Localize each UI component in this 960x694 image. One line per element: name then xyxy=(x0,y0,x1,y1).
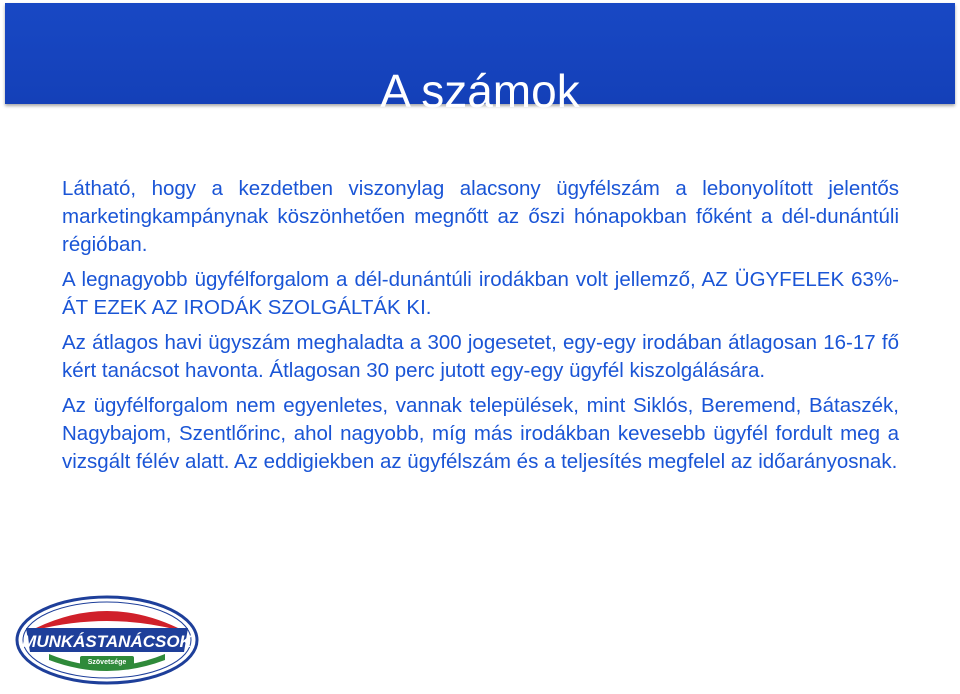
logo-emblem-icon xyxy=(14,594,200,686)
title-banner xyxy=(5,3,955,117)
paragraph-2: A legnagyobb ügyfélforgalom a dél-dunántúli irodákban volt jellemző, AZ ÜGYFELEK 63%-ÁT EZEK AZ IRODÁK SZOLGÁLTÁK KI. xyxy=(62,268,899,319)
paragraph-3: Az átlagos havi ügyszám meghaladta a 300 jogesetet, egy-egy irodában átlagosan 16-17 fő kért tanácsot havonta. Átlagosan 30 perc jutott egy-egy ügyfél kiszolgálására. xyxy=(62,331,899,382)
paragraph-1: Látható, hogy a kezdetben viszonylag alacsony ügyfélszám a lebonyolított jelentős marketingkampánynak köszönhetően megnőtt az őszi hónapokban főként a dél-dunántúli régióban. xyxy=(62,177,899,256)
logo-text: MUNKÁSTANÁCSOK xyxy=(22,632,192,651)
slide-title: A számok xyxy=(380,65,580,117)
paragraph-4: Az ügyfélforgalom nem egyenletes, vannak települések, mint Siklós, Beremend, Bátaszék, Nagybajom, Szentlőrinc, ahol nagyobb, míg más irodákban kevesebb ügyfél fordult meg a vizsgált félév alatt. Az eddigiekben az ügyfélszám és a teljesítés megfelel az időarányosnak. xyxy=(62,394,899,473)
logo-subtext: Szövetsége xyxy=(87,659,127,666)
munkastanacsok-logo xyxy=(14,594,200,686)
slide-body xyxy=(62,175,899,483)
